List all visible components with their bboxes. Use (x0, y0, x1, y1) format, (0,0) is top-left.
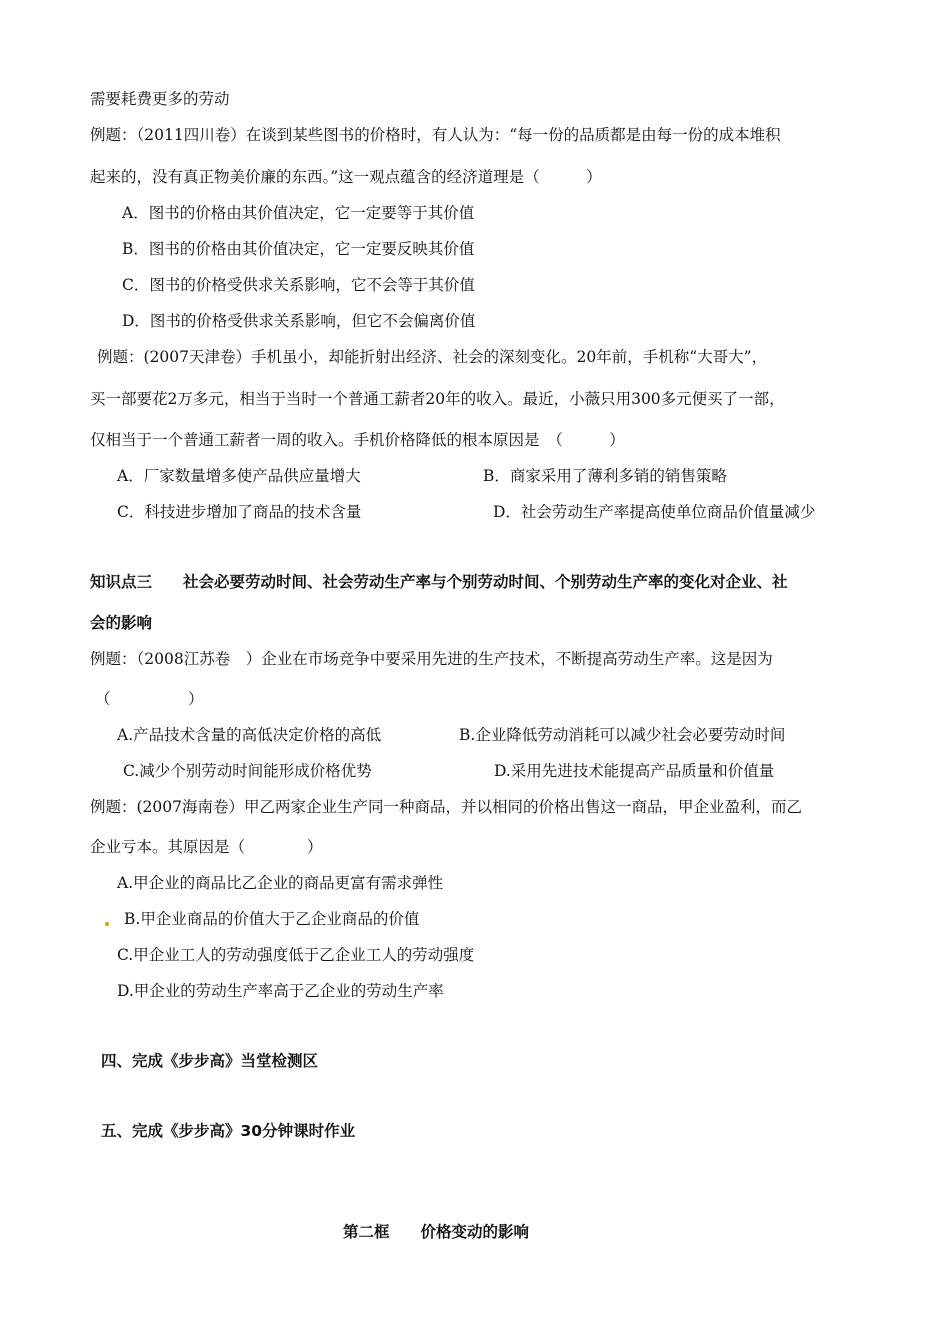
text-line: 需要耗费更多的劳动 (90, 90, 230, 108)
question-stem: 起来的，没有真正物美价廉的东西。”这一观点蕴含的经济道理是（ ） (90, 168, 602, 186)
option-a: A．厂家数量增多使产品供应量增大 (117, 467, 361, 485)
option-a: A．图书的价格由其价值决定，它一定要等于其价值 (122, 204, 475, 222)
option-c: C.甲企业工人的劳动强度低于乙企业工人的劳动强度 (117, 946, 475, 964)
option-b: B．商家采用了薄利多销的销售策略 (483, 467, 727, 485)
option-c: C.减少个别劳动时间能形成价格优势 (123, 762, 372, 780)
question-stem: 企业亏本。其原因是（ ） (90, 838, 323, 856)
answer-blank: （ ） (95, 690, 204, 708)
section-heading: 五、完成《步步高》30分钟课时作业 (101, 1122, 356, 1140)
option-d: D.甲企业的劳动生产率高于乙企业的劳动生产率 (117, 982, 444, 1000)
marker-dot (105, 922, 109, 926)
section-heading: 知识点三 社会必要劳动时间、社会劳动生产率与个别劳动时间、个别劳动生产率的变化对企业、社 (90, 573, 788, 591)
question-stem: 例题：（2008江苏卷 ）企业在市场竞争中要采用先进的生产技术，不断提高劳动生产率。这是因为 (90, 650, 773, 668)
option-b: B.甲企业商品的价值大于乙企业商品的价值 (124, 910, 420, 928)
option-d: D．社会劳动生产率提高使单位商品价值量减少 (493, 503, 816, 521)
section-heading: 会的影响 (90, 614, 153, 632)
option-a: A.甲企业的商品比乙企业的商品更富有需求弹性 (117, 874, 444, 892)
option-d: D．图书的价格受供求关系影响，但它不会偏离价值 (122, 312, 476, 330)
page-title: 第二框 价格变动的影响 (343, 1223, 530, 1241)
option-a: A.产品技术含量的高低决定价格的高低 (117, 726, 382, 744)
section-heading: 四、完成《步步高》当堂检测区 (101, 1052, 319, 1070)
option-c: C．图书的价格受供求关系影响，它不会等于其价值 (122, 276, 475, 294)
option-d: D.采用先进技术能提高产品质量和价值量 (494, 762, 775, 780)
question-stem: 例题：(2007天津卷）手机虽小，却能折射出经济、社会的深刻变化。20年前，手机称“大哥大”， (97, 348, 768, 366)
option-b: B．图书的价格由其价值决定，它一定要反映其价值 (122, 240, 475, 258)
option-b: B.企业降低劳动消耗可以减少社会必要劳动时间 (459, 726, 786, 744)
question-stem: 买一部要花2万多元，相当于当时一个普通工薪者20年的收入。最近，小薇只用300多元便买了一部， (90, 390, 785, 408)
question-stem: 仅相当于一个普通工薪者一周的收入。手机价格降低的根本原因是 （ ） (90, 431, 625, 449)
option-c: C．科技进步增加了商品的技术含量 (117, 503, 362, 521)
question-stem: 例题：（2011四川卷）在谈到某些图书的价格时，有人认为：“每一份的品质都是由每一份的成本堆积 (90, 126, 781, 144)
question-stem: 例题：(2007海南卷）甲乙两家企业生产同一种商品，并以相同的价格出售这一商品，甲企业盈利，而乙 (90, 798, 802, 816)
